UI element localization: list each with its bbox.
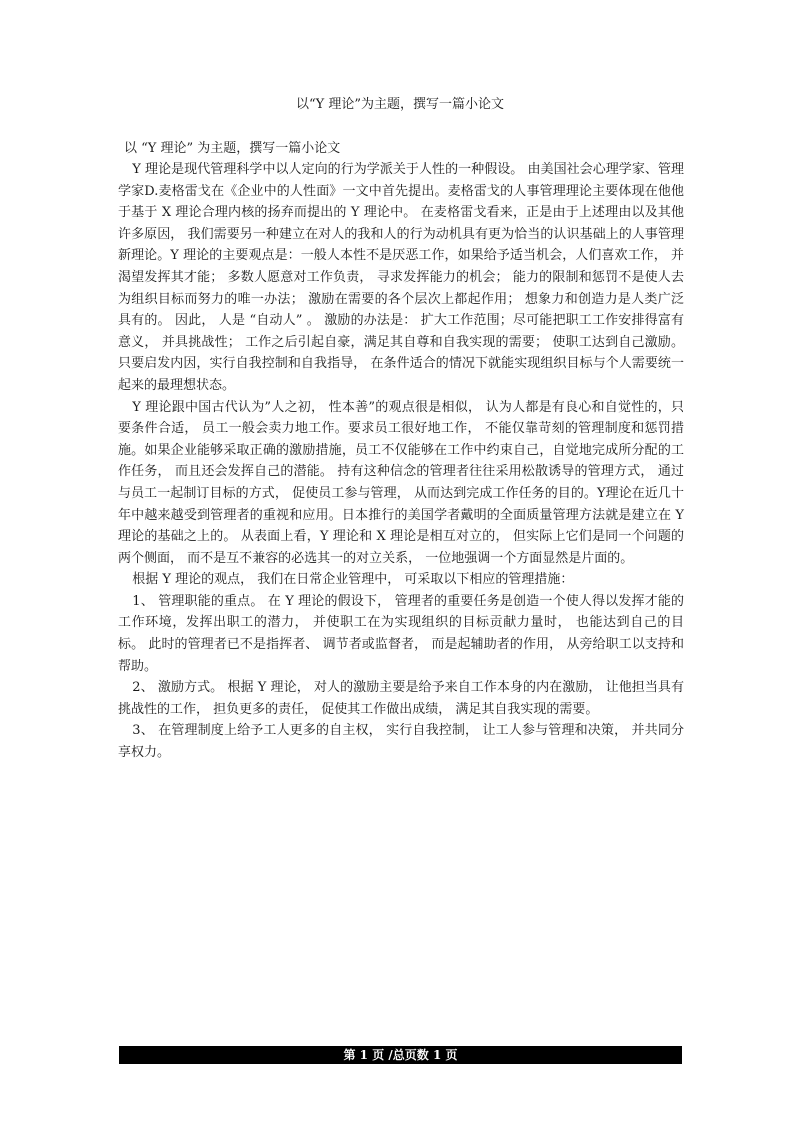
page-title: 以“Y 理论”为主题，撰写一篇小论文 [295, 97, 504, 112]
document-subtitle: 以 “Y 理论” 为主题，撰写一篇小论文 [124, 141, 341, 156]
paragraph-measure-1: 1、 管理职能的重点。 在 Y 理论的假设下， 管理者的重要任务是创造一个使人得以发挥才能的工作环境，发挥出职工的潜力， 并使职工在为实现组织的目标贡献力量时， 也能达到自己的目标。 此时的管理者已不是指挥者、 调节者或监督者， 而是起辅助者的作用， 从旁给职工以支持和帮助。 [118, 593, 684, 674]
paragraph-measure-2: 2、 激励方式。 根据 Y 理论， 对人的激励主要是给予来自工作本身的内在激励， 让他担当具有挑战性的工作， 担负更多的责任， 促使其工作做出成绩， 满足其自我实现的需要。 [118, 680, 684, 717]
paragraph-intro: Y 理论是现代管理科学中以人定向的行为学派关于人性的一种假设。 由美国社会心理学家、管理学家D.麦格雷戈在《企业中的人性面》一文中首先提出。麦格雷戈的人事管理理论主要体现在他他于基于 X 理论合理内核的扬弃而提出的 Y 理论中。 在麦格雷戈看来，正是由于上述理由以及其他许多原因， 我们需要另一种建立在对人的我和人的行为动机具有更为恰当的认识基础上的人事管理新理论。Y 理论的主要观点是：一般人本性不是厌恶工作，如果给予适当机会，人们喜欢工作， 并渴望发挥其才能； 多数人愿意对工作负责， 寻求发挥能力的机会； 能力的限制和惩罚不是使人去为组织目标而努力的唯一办法； 激励在需要的各个层次上都起作用； 想象力和创造力是人类广泛具有的。 因此， 人是 “自动人” 。 激励的办法是： 扩大工作范围；尽可能把职工工作安排得富有意义， 并具挑战性； 工作之后引起自豪，满足其自尊和自我实现的需要； 使职工达到自己激励。只要启发内因，实行自我控制和自我指导， 在条件适合的情况下就能实现组织目标与个人需要统一起来的最理想状态。 [118, 162, 684, 393]
paragraph-measures-intro: 根据 Y 理论的观点， 我们在日常企业管理中， 可采取以下相应的管理措施： [132, 572, 574, 588]
paragraph-comparison: Y 理论跟中国古代认为”人之初， 性本善”的观点很是相似， 认为人都是有良心和自觉性的，只要条件合适， 员工一般会卖力地工作。要求员工很好地工作， 不能仅靠苛刻的管理制度和惩罚措施。如果企业能够采取正确的激励措施，员工不仅能够在工作中约束自己，自觉地完成所分配的工作任务， 而且还会发挥自己的潜能。 持有这种信念的管理者往往采用松散诱导的管理方式， 通过与员工一起制订目标的方式， 促使员工参与管理， 从而达到完成工作任务的目的。Y理论在近几十年中越来越受到管理者的重视和应用。日本推行的美国学者戴明的全面质量管理方法就是建立在 Y 理论的基础之上的。 从表面上看，Y 理论和 X 理论是相互对立的， 但实际上它们是同一个问题的两个侧面， 而不是互不兼容的必选其一的对立关系， 一位地强调一个方面显然是片面的。 [118, 399, 684, 566]
document-body [118, 138, 684, 764]
page-footer: 第 1 页 /总页数 1 页 [119, 1046, 682, 1064]
paragraph-measure-3: 3、 在管理制度上给予工人更多的自主权， 实行自我控制， 让工人参与管理和决策， 并共同分享权力。 [118, 723, 684, 761]
